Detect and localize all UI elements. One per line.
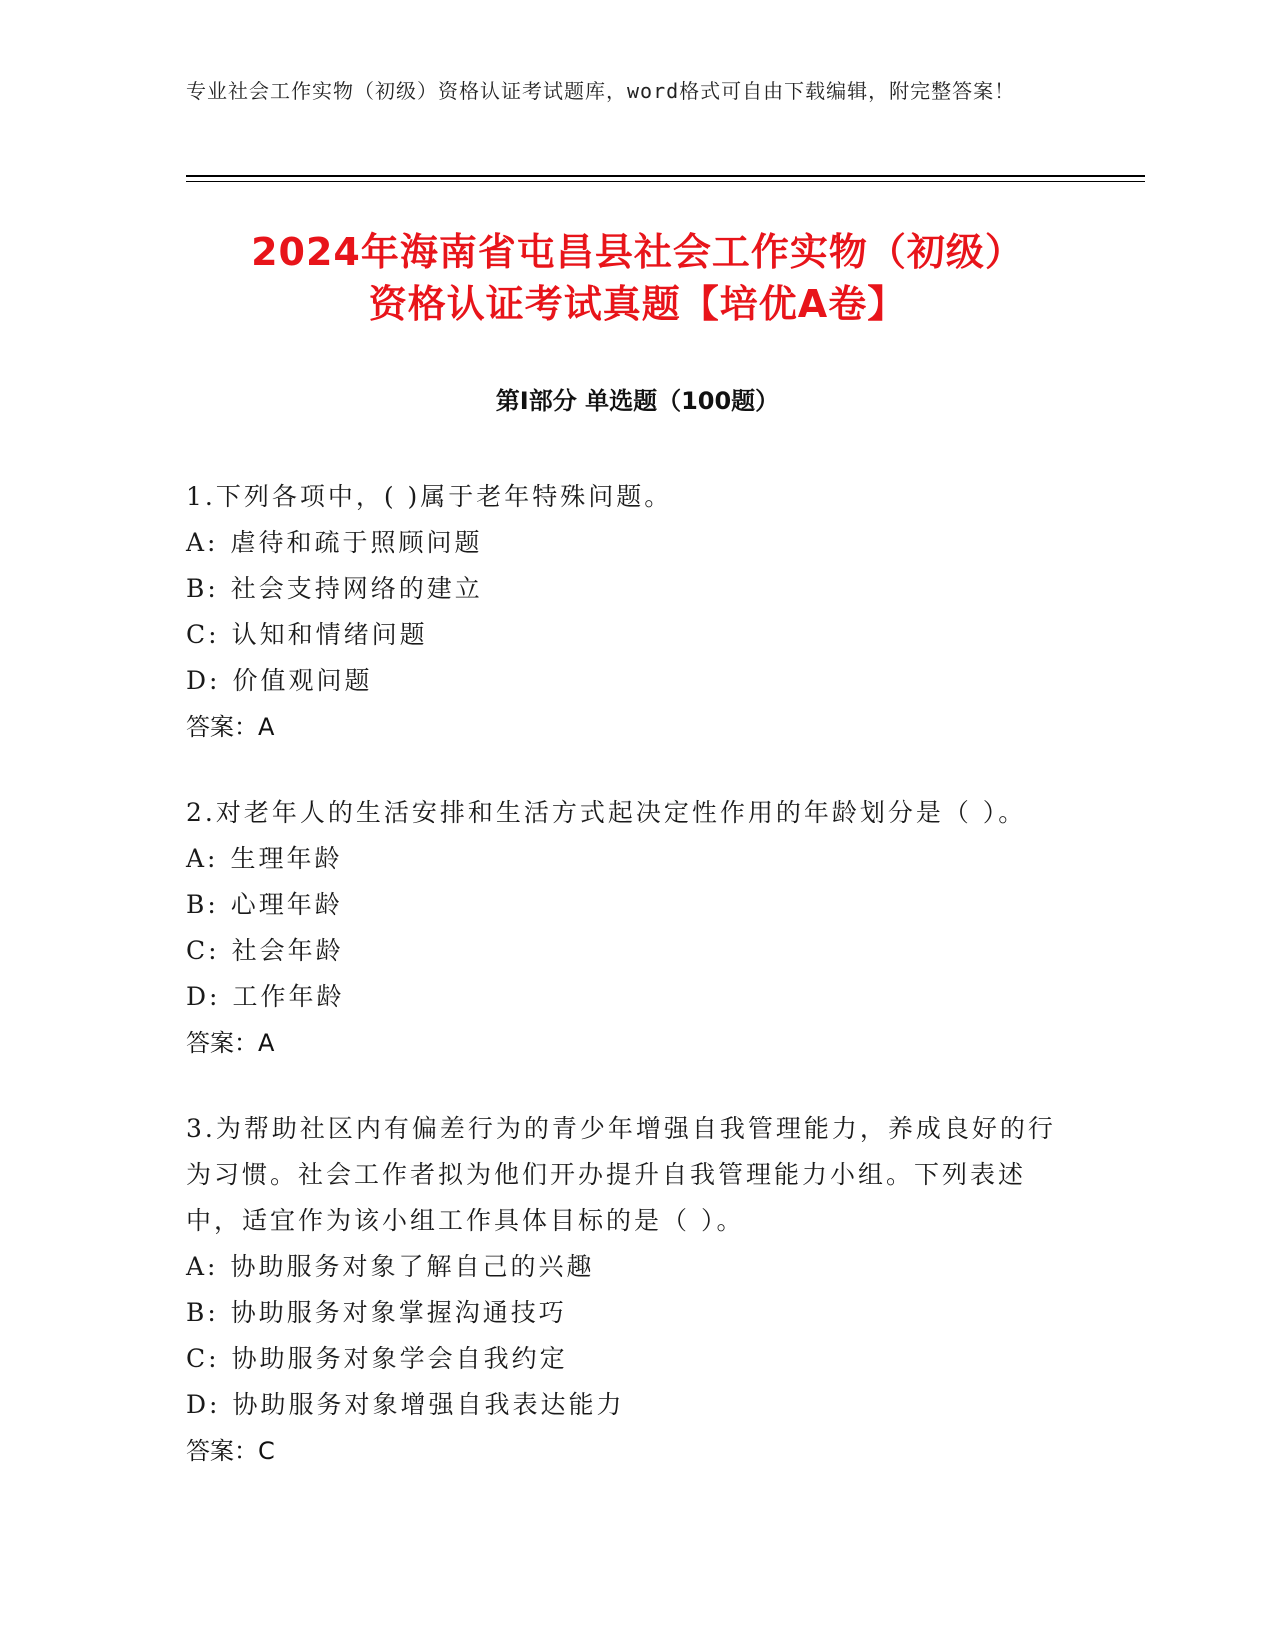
option-key: D: [186, 666, 221, 695]
answer-line: 答案：C [186, 1437, 275, 1465]
option-key: C: [186, 936, 220, 965]
question-list [186, 474, 1066, 1514]
option-text: 协助服务对象增强自我表达能力 [232, 1390, 625, 1419]
question-3 [186, 1106, 1066, 1474]
option-key: D: [186, 982, 221, 1011]
option-text: 协助服务对象学会自我约定 [231, 1344, 568, 1373]
option-b [186, 1290, 1066, 1336]
option-b [186, 882, 1066, 928]
option-c [186, 928, 1066, 974]
option-key: B: [186, 1298, 219, 1327]
option-d [186, 974, 1066, 1020]
option-key: A: [186, 1252, 219, 1281]
option-key: A: [186, 528, 219, 557]
answer-line: 答案：A [186, 1029, 275, 1057]
document-title-line-1: 2024年海南省屯昌县社会工作实物（初级） [251, 230, 1024, 274]
question-stem: 2.对老年人的生活安排和生活方式起决定性作用的年龄划分是（ ）。 [186, 798, 1027, 827]
document-title-line-2: 资格认证考试真题【培优A卷】 [368, 282, 907, 326]
question-stem: 1.下列各项中，( )属于老年特殊问题。 [186, 482, 673, 511]
option-c [186, 612, 1066, 658]
option-text: 心理年龄 [230, 890, 343, 919]
option-d [186, 658, 1066, 704]
option-text: 社会支持网络的建立 [230, 574, 483, 603]
header-note: 专业社会工作实物（初级）资格认证考试题库，word格式可自由下载编辑，附完整答案！ [186, 79, 1016, 103]
option-a [186, 520, 1066, 566]
option-text: 协助服务对象了解自己的兴趣 [230, 1252, 595, 1281]
option-text: 协助服务对象掌握沟通技巧 [230, 1298, 567, 1327]
header-divider-thin [186, 181, 1145, 182]
option-text: 认知和情绪问题 [231, 620, 428, 649]
document-title [100, 226, 1175, 330]
option-key: D: [186, 1390, 221, 1419]
option-a [186, 1244, 1066, 1290]
option-key: C: [186, 620, 220, 649]
option-c [186, 1336, 1066, 1382]
section-title: 第I部分 单选题（100题） [495, 387, 780, 415]
option-text: 生理年龄 [230, 844, 343, 873]
option-text: 社会年龄 [231, 936, 344, 965]
option-key: A: [186, 844, 219, 873]
option-key: B: [186, 890, 219, 919]
option-d [186, 1382, 1066, 1428]
header-divider-thick [186, 175, 1145, 177]
question-1 [186, 474, 1066, 750]
option-text: 工作年龄 [232, 982, 345, 1011]
option-key: B: [186, 574, 219, 603]
question-stem: 3.为帮助社区内有偏差行为的青少年增强自我管理能力，养成良好的行为习惯。社会工作者拟为他们开办提升自我管理能力小组。下列表述中，适宜作为该小组工作具体目标的是（ ）。 [186, 1114, 1056, 1235]
option-text: 价值观问题 [232, 666, 373, 695]
answer-line: 答案：A [186, 713, 275, 741]
option-a [186, 836, 1066, 882]
option-key: C: [186, 1344, 220, 1373]
option-b [186, 566, 1066, 612]
option-text: 虐待和疏于照顾问题 [230, 528, 483, 557]
question-2 [186, 790, 1066, 1066]
